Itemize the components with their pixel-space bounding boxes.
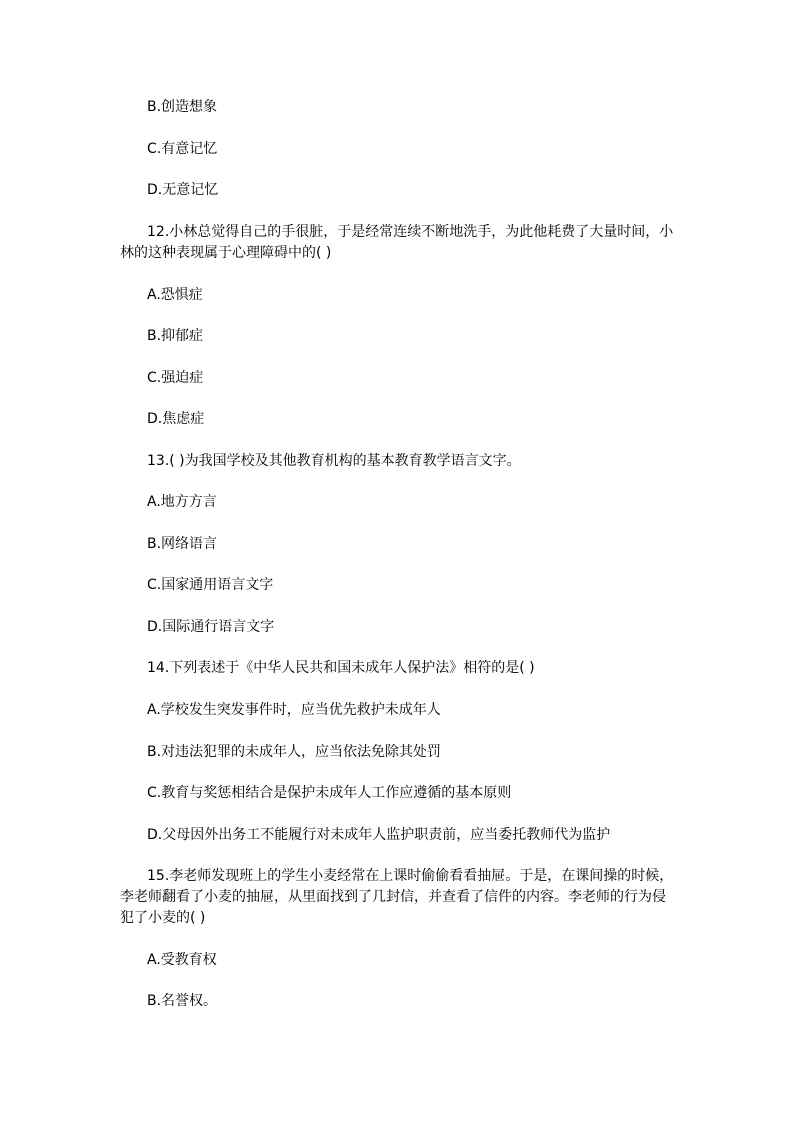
q14-option-c: C.教育与奖惩相结合是保护未成年人工作应遵循的基本原则 [147,785,512,801]
q13-option-b: B.网络语言 [147,536,218,552]
q12-option-c: C.强迫症 [147,370,204,386]
q12-stem-line1: 12.小林总觉得自己的手很脏，于是经常连续不断地洗手，为此他耗费了大量时间，小 [147,224,674,240]
q14-option-a: A.学校发生突发事件时，应当优先救护未成年人 [147,702,441,718]
q15-option-a: A.受教育权 [147,952,217,968]
q15-stem-line3: 犯了小麦的( ) [120,910,206,926]
q11-option-b: B.创造想象 [147,99,218,115]
q15-stem-line1: 15.李老师发现班上的学生小麦经常在上课时偷偷看看抽屉。于是，在课间操的时候， [147,868,674,884]
q14-option-d: D.父母因外出务工不能履行对未成年人监护职责前，应当委托教师代为监护 [147,827,611,843]
q12-option-a: A.恐惧症 [147,287,203,303]
q14-option-b: B.对违法犯罪的未成年人，应当依法免除其处罚 [147,744,442,760]
q13-stem-line1: 13.( )为我国学校及其他教育机构的基本教育教学语言文字。 [147,453,521,469]
q15-option-b: B.名誉权。 [147,993,218,1009]
q13-option-d: D.国际通行语言文字 [147,619,275,635]
q12-option-d: D.焦虑症 [147,411,205,427]
q13-option-c: C.国家通用语言文字 [147,577,274,593]
q11-option-d: D.无意记忆 [147,182,219,198]
q15-stem-line2: 李老师翻看了小麦的抽屉，从里面找到了几封信，并查看了信件的内容。李老师的行为侵 [120,889,666,905]
q13-option-a: A.地方方言 [147,494,217,510]
q11-option-c: C.有意记忆 [147,141,218,157]
q12-stem-line2: 林的这种表现属于心理障碍中的( ) [120,245,332,261]
q14-stem-line1: 14.下列表述于《中华人民共和国未成年人保护法》相符的是( ) [147,660,535,676]
q12-option-b: B.抑郁症 [147,328,204,344]
